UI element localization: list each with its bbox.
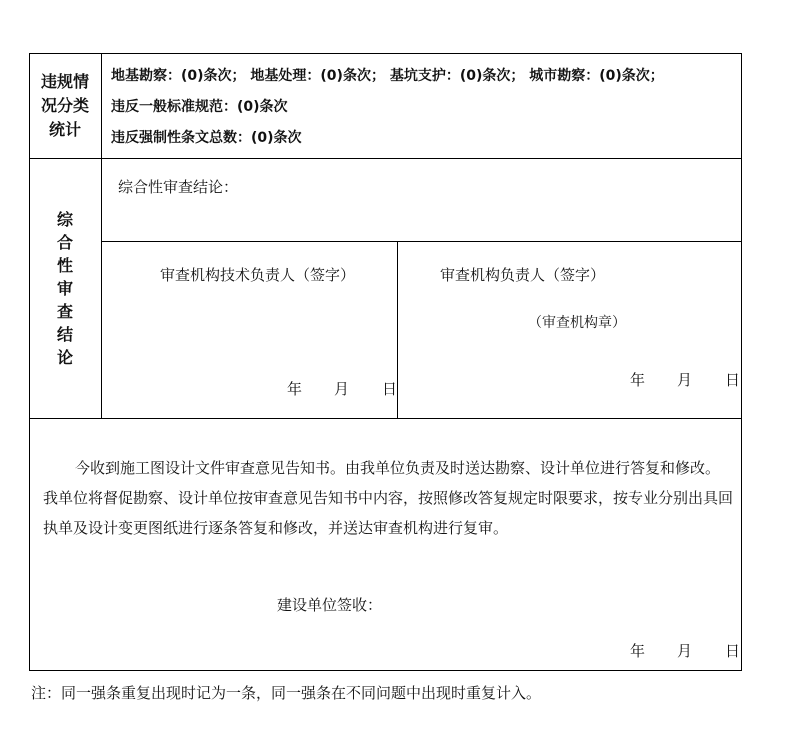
conclusion-label-char-7: 论 (56, 348, 73, 367)
violation-category-counts: 地基勘察：(0)条次； 地基处理：(0)条次； 基坑支护：(0)条次； 城市勘察：(0)条次； (111, 68, 664, 84)
org-date-month: 月 (677, 371, 693, 389)
conclusion-label-char-3: 性 (56, 256, 73, 275)
conclusion-field-label: 综合性审查结论： (118, 178, 239, 196)
builder-date-year: 年 (630, 642, 646, 660)
signature-divider (101, 241, 742, 242)
violation-stats-label-line-3: 统计 (48, 120, 81, 139)
org-date-year: 年 (630, 371, 646, 389)
conclusion-label-char-6: 结 (56, 325, 73, 344)
conclusion-label-char-1: 综 (56, 210, 73, 229)
org-seal-label: （审查机构章） (528, 315, 626, 331)
org-date-day: 日 (725, 371, 741, 389)
signature-column-divider (397, 241, 398, 418)
org-head-signature-label: 审查机构负责人（签字） (440, 266, 606, 284)
violation-stats-label-line-2: 况分类 (40, 96, 89, 115)
builder-signature-label: 建设单位签收： (277, 596, 383, 614)
comprehensive-conclusion-label (29, 208, 101, 369)
tech-lead-signature-label: 审查机构技术负责人（签字） (160, 266, 356, 284)
mandatory-clause-violations: 违反强制性条文总数：(0)条次 (111, 130, 302, 146)
builder-date-day: 日 (725, 642, 741, 660)
tech-date-year: 年 (287, 380, 303, 398)
row-divider-2 (29, 418, 742, 419)
tech-date-month: 月 (334, 380, 350, 398)
tech-date-day: 日 (382, 380, 398, 398)
conclusion-label-char-5: 查 (56, 302, 73, 321)
general-standard-violations: 违反一般标准规范：(0)条次 (111, 99, 288, 115)
row-divider-1 (29, 158, 742, 159)
builder-date-month: 月 (677, 642, 693, 660)
label-column-divider (101, 53, 102, 418)
conclusion-label-char-4: 审 (56, 279, 73, 298)
acknowledgement-paragraph: 今收到施工图设计文件审查意见告知书。由我单位负责及时送达勘察、设计单位进行答复和修改。我单位将督促勘察、设计单位按审查意见告知书中内容，按照修改答复规定时限要求，按专业分别出具回执单及设计变更图纸进行逐条答复和修改，并送达审查机构进行复审。 (43, 459, 734, 537)
footnote: 注：同一强条重复出现时记为一条，同一强条在不同问题中出现时重复计入。 (31, 684, 542, 702)
conclusion-label-char-2: 合 (56, 233, 73, 252)
violation-stats-label-line-1: 违规情 (40, 72, 89, 91)
violation-stats-label (29, 70, 101, 142)
